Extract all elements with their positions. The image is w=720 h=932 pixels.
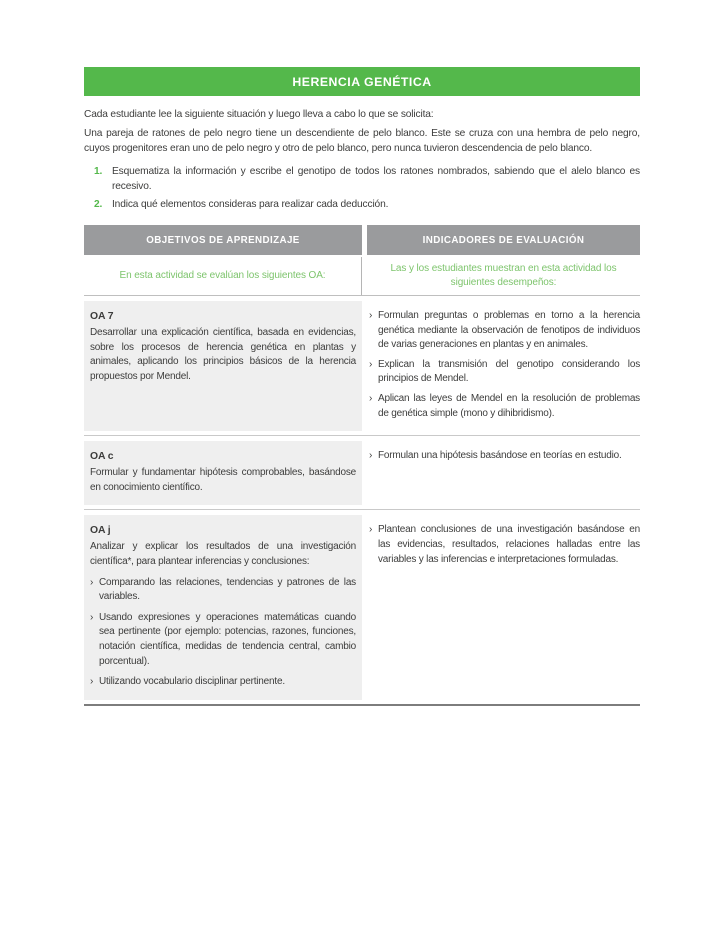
- page-title: HERENCIA GENÉTICA: [292, 74, 432, 89]
- indicators-cell: [367, 441, 640, 505]
- task-text: Esquematiza la información y escribe el genotipo de todos los ratones nombrados, sabiendo que el alelo blanco es recesivo.: [112, 166, 640, 192]
- oa-sub-text: Comparando las relaciones, tendencias y patrones de las variables.: [99, 576, 356, 603]
- task-item: [84, 164, 640, 194]
- oa-code: OA j: [90, 525, 111, 537]
- indicator-item: [369, 449, 640, 464]
- oa-cell: [84, 515, 362, 699]
- oa-description: Formular y fundamentar hipótesis comprobables, basándose en conocimiento científico.: [90, 467, 356, 493]
- indicator-item: [369, 309, 640, 353]
- oa-sub-text: Usando expresiones y operaciones matemáticas cuando sea pertinente (por ejemplo: potencias, razones, funciones, notación científica, medidas de tendencia central, cambio porcentual).: [99, 611, 356, 667]
- oa-code: OA c: [90, 451, 114, 463]
- oa-description: Desarrollar una explicación científica, basada en evidencias, sobre los procesos de herencia genética en plantas y animales, aplicando los principios básicos de la herencia propuestos por Mendel.: [90, 327, 356, 382]
- bullet-marker: ›: [369, 450, 373, 462]
- oa-sub-item: [90, 576, 356, 605]
- bullet-marker: ›: [90, 676, 94, 688]
- table-row: [84, 296, 640, 436]
- oa-sub-item: [90, 675, 356, 690]
- bullet-marker: ›: [369, 392, 373, 404]
- bullet-marker: ›: [369, 310, 373, 321]
- bullet-marker: ›: [369, 524, 373, 536]
- oa-description: Analizar y explicar los resultados de una investigación científica*, para plantear inferencias y conclusiones:: [90, 541, 356, 567]
- oa-sublist: [90, 576, 356, 690]
- bullet-marker: ›: [90, 576, 94, 588]
- task-item: [84, 197, 640, 212]
- bullet-marker: ›: [90, 611, 94, 623]
- subheader-objectives: En esta actividad se evalúan los siguientes OA:: [84, 257, 362, 295]
- task-list: [84, 164, 640, 212]
- column-header-objectives: OBJETIVOS DE APRENDIZAJE: [84, 225, 362, 255]
- table-subheader-row: [84, 257, 640, 296]
- subheader-indicators: Las y los estudiantes muestran en esta actividad los siguientes desempeños:: [390, 263, 617, 288]
- oa-sub-text: Utilizando vocabulario disciplinar pertinente.: [99, 676, 285, 688]
- task-number: 1.: [94, 166, 103, 177]
- indicator-text: Explican la transmisión del genotipo considerando los principios de Mendel.: [378, 358, 640, 385]
- indicators-cell: [367, 515, 640, 699]
- task-number: 2.: [94, 199, 103, 210]
- column-header-indicators: INDICADORES DE EVALUACIÓN: [367, 225, 640, 255]
- indicator-item: [369, 523, 640, 567]
- oa-cell: [84, 301, 362, 431]
- indicator-item: [369, 392, 640, 421]
- document-page: [84, 67, 640, 706]
- indicator-text: Aplican las leyes de Mendel en la resolución de problemas de genética simple (mono y dihibridismo).: [378, 392, 640, 419]
- indicator-item: [369, 358, 640, 387]
- indicator-text: Formulan preguntas o problemas en torno a la herencia genética mediante la observación de fenotipos de individuos de varias generaciones en plantas y en animales.: [378, 310, 640, 351]
- bullet-marker: ›: [369, 358, 373, 370]
- oa-code: OA 7: [90, 311, 114, 322]
- table-row: [84, 510, 640, 705]
- indicators-cell: [367, 301, 640, 431]
- title-banner: [84, 67, 640, 96]
- indicator-text: Formulan una hipótesis basándose en teorías en estudio.: [378, 450, 622, 462]
- intro-text: Cada estudiante lee la siguiente situación y luego lleva a cabo lo que se solicita:: [84, 109, 434, 120]
- task-text: Indica qué elementos consideras para realizar cada deducción.: [112, 199, 389, 210]
- oa-cell: [84, 441, 362, 505]
- indicator-text: Plantean conclusiones de una investigación basándose en las evidencias, resultados, relaciones halladas entre las variables y las inferencias e interpretaciones formuladas.: [378, 524, 640, 565]
- oa-sub-item: [90, 611, 356, 669]
- table-row: [84, 436, 640, 510]
- table-header-row: [84, 225, 640, 255]
- situation-text: Una pareja de ratones de pelo negro tiene un descendiente de pelo blanco. Este se cruza con una hembra de pelo negro, cuyos progenitores eran uno de pelo negro y otro de pelo blanco, pero nunca tuvieron descendencia de pelo blanco.: [84, 128, 640, 154]
